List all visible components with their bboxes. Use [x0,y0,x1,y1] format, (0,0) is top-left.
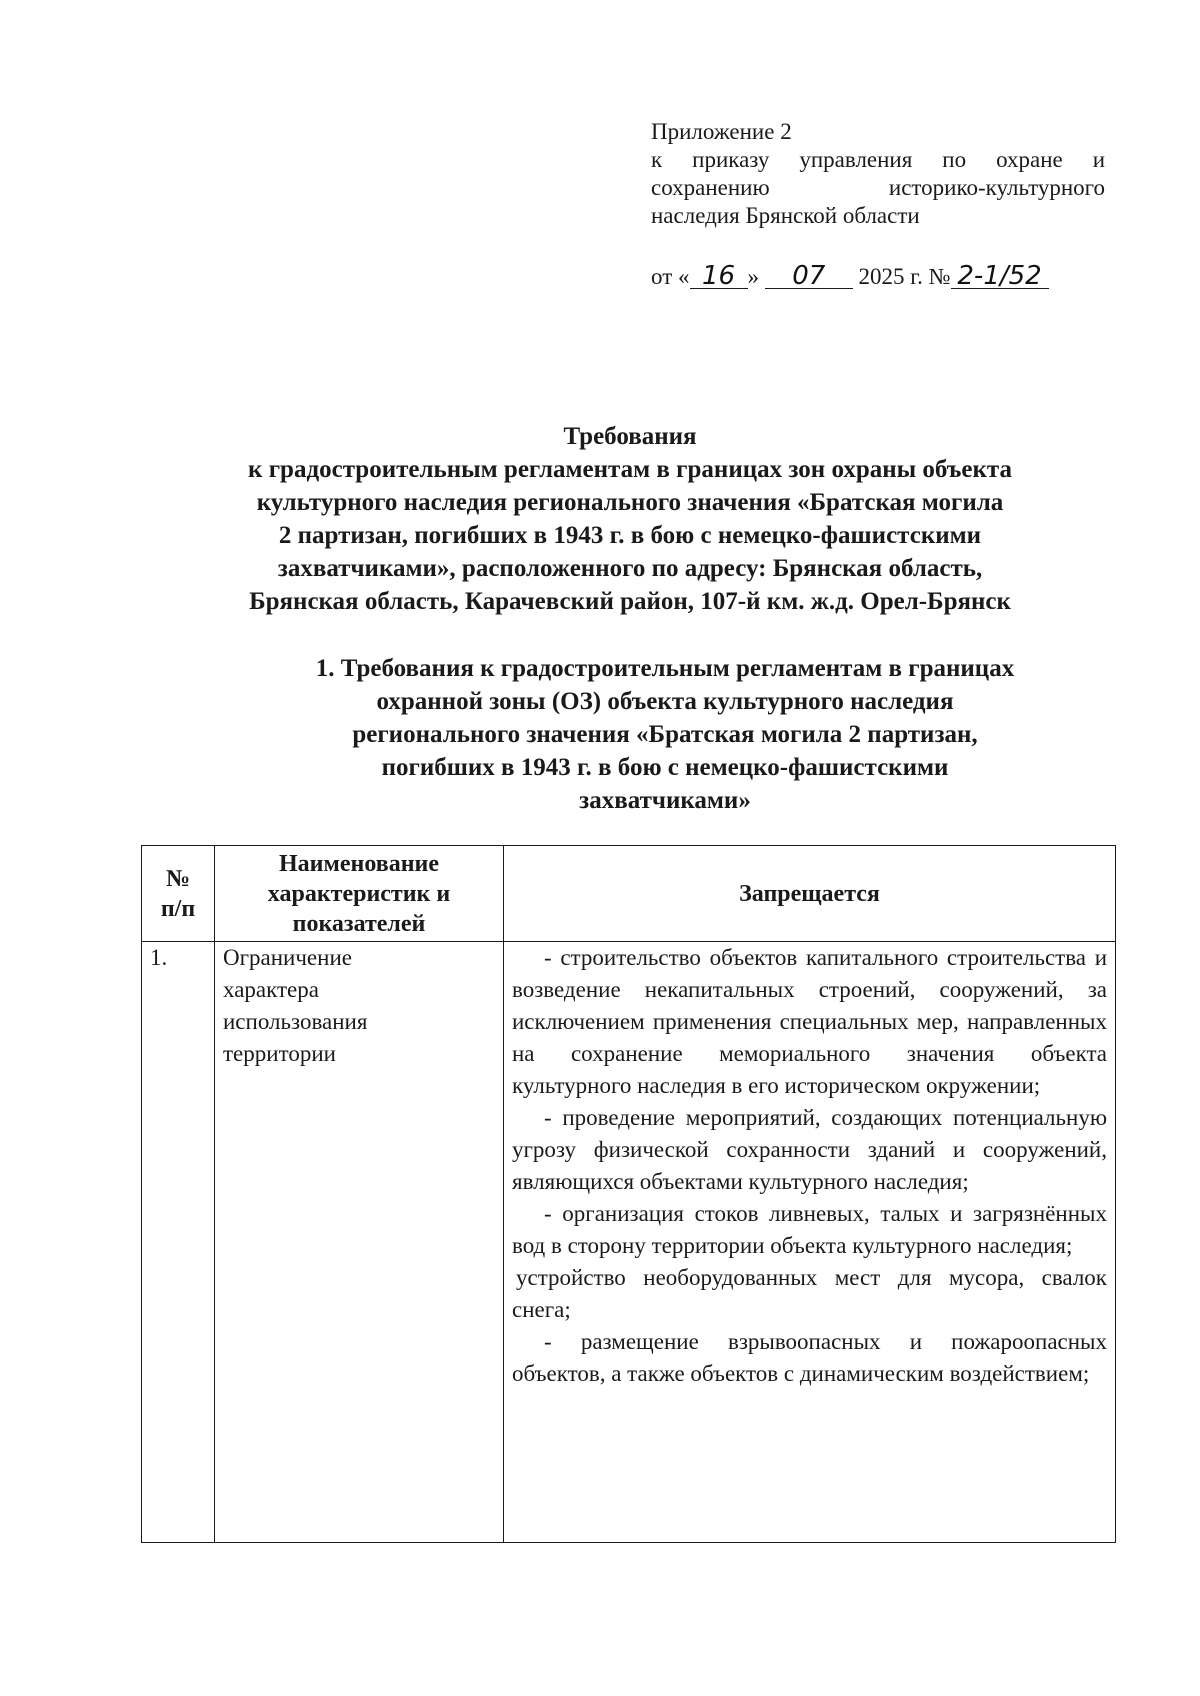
section-heading [230,652,1100,817]
title-line: культурного наследия регионального значения «Братская могила [256,489,1004,516]
table-header-row [142,846,1116,942]
handwritten-day: 16 [690,264,748,289]
date-prefix: от « [651,264,690,289]
section-heading-line: захватчиками» [579,787,751,814]
characteristic-line: территории [223,1041,336,1066]
requirements-table [141,845,1116,1543]
title-line: 2 партизан, погибших в 1943 г. в бою с немецко-фашистскими [278,522,982,549]
date-year: 2025 г. № [858,264,951,289]
title-heading: Требования [563,423,697,450]
appendix-header [651,118,1105,230]
header-number-abbr: п/п [160,895,196,922]
header-number [142,846,215,942]
prohibition-item: - проведение мероприятий, создающих потенциальную угрозу физической сохранности зданий и сооружений, являющихся объектами культурного наследия; [512,1105,1107,1194]
header-name-line: показателей [292,910,426,937]
prohibition-item: - размещение взрывоопасных и пожароопасных объектов, а также объектов с динамическим воздействием; [512,1329,1107,1386]
prohibition-item: - строительство объектов капитального строительства и возведение некапитальных строений, сооружений, за исключением применения специальных мер, направленных на сохранение мемориального значения объекта культурного наследия в его историческом окружении; [512,945,1107,1098]
title-line: Брянская область, Карачевский район, 107-й км. ж.д. Орел-Брянск [249,588,1011,615]
row-prohibitions [504,942,1116,1543]
appendix-order-ref: к приказу управления по охране и [651,147,1105,172]
appendix-authority: наследия Брянской области [651,203,920,228]
section-heading-line: регионального значения «Братская могила 2 партизан, [352,721,978,748]
table-row [142,942,1116,1543]
characteristic-line: Ограничение [223,945,352,970]
handwritten-order-number: 2-1/52 [951,264,1049,289]
document-title [200,420,1060,618]
row-number: 1. [142,942,215,1543]
header-number-sign: № [165,865,191,892]
header-characteristics [215,846,504,942]
title-line: захватчиками», расположенного по адресу: Брянская область, [277,555,983,582]
header-name-line: характеристик и [267,880,451,907]
prohibition-item: устройство необорудованных мест для мусора, свалок снега; [512,1265,1107,1322]
section-heading-line: 1. Требования к градостроительным регламентам в границах [315,655,1015,682]
appendix-order-ref-cont: сохранению историко-культурного [651,175,1105,200]
title-line: к градостроительным регламентам в границах зон охраны объекта [248,456,1012,483]
appendix-title: Приложение 2 [651,119,792,144]
header-prohibited: Запрещается [504,846,1116,942]
header-name-line: Наименование [279,850,439,877]
order-date-line [651,262,1121,292]
prohibition-item: - организация стоков ливневых, талых и загрязнённых вод в сторону территории объекта культурного наследия; [512,1201,1107,1258]
date-quote-close: » [747,264,759,289]
characteristic-line: характера [223,977,319,1002]
handwritten-month: 07 [765,264,853,289]
row-characteristic [215,942,504,1543]
characteristic-line: использования [223,1009,368,1034]
section-heading-line: охранной зоны (ОЗ) объекта культурного наследия [376,688,954,715]
section-heading-line: погибших в 1943 г. в бою с немецко-фашистскими [381,754,949,781]
